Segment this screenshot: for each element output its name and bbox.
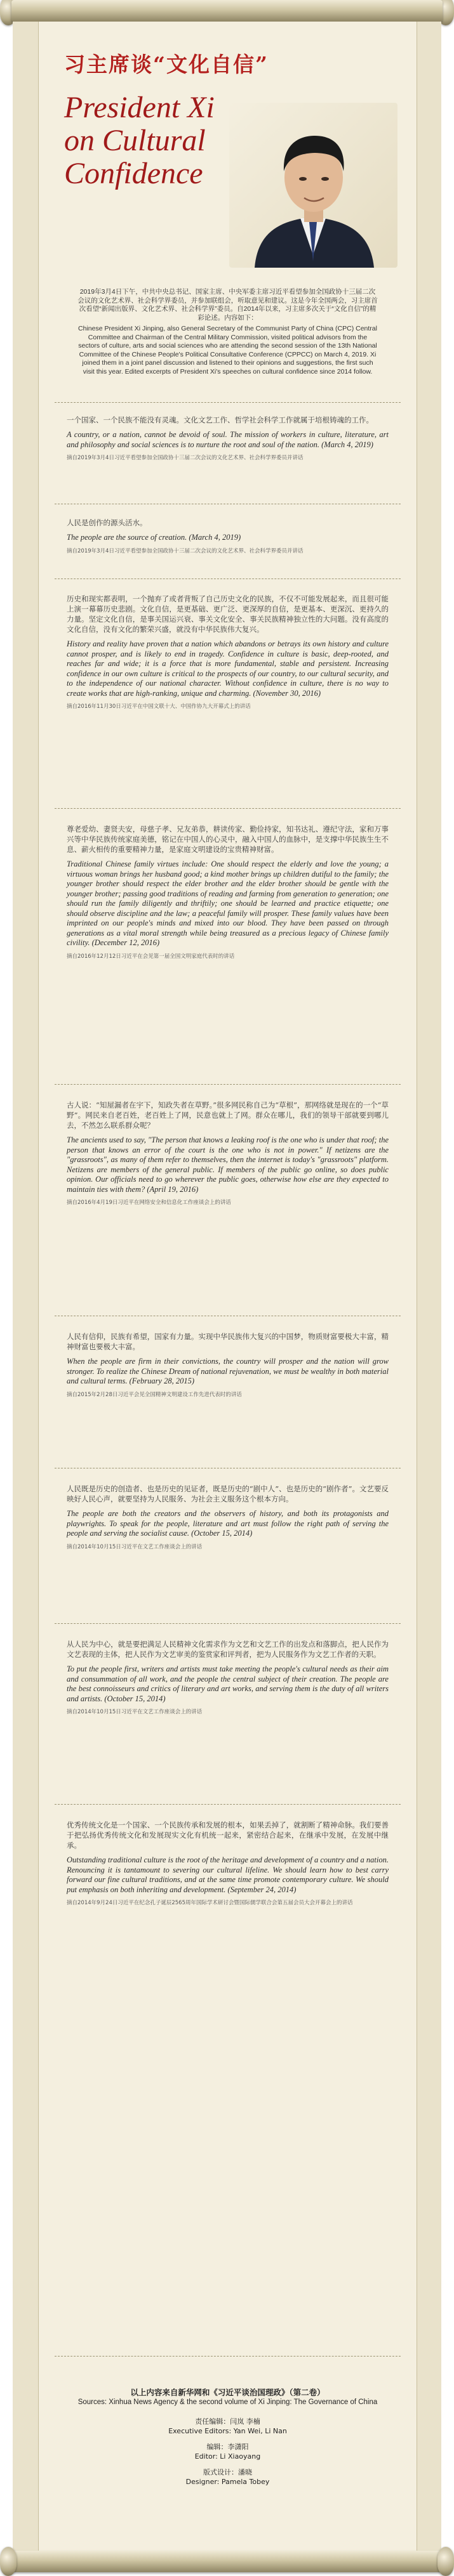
quote-source: 摘自2014年10月15日习近平在文艺工作座谈会上的讲话 — [67, 1543, 203, 1550]
quote-english: The ancients used to say, "The person that knows a leaking roof is the one who is under that roof; the person that knows an error of the court is the one who is not in power." If netizens are the "grassroots", as many of them refer to themselves, then the internet is today's "grassroots" platform. Netizens are members of the general public. If members of the public go online, so does public opinion. Our officials need to go wherever the public goes, otherwise how else are they expected to maintain ties with them? (April 19, 2016) — [67, 1135, 389, 1194]
quote-english: To put the people first, writers and artists must take meeting the people's cultural needs as their aim and consummation of all work, and the people the central subject of their creation. The people are the best connoisseurs and critics of literary and art works, and serving them is the duty of all writers and artists. (October 15, 2014) — [67, 1664, 389, 1703]
sources-chinese: 以上内容来自新华网和《习近平谈治国理政》（第二卷） — [130, 2388, 325, 2397]
designer-english: Designer: Pamela Tobey — [185, 2478, 270, 2486]
quote-chinese: 尊老爱幼、妻贤夫安，母慈子孝、兄友弟恭，耕读传家、勤俭持家，知书达礼、遵纪守法，家和万事兴等中华民族传统家庭美德，铭记在中国人的心灵中，融入中国人的血脉中，是支撑中华民族生生不息、薪火相传的重要精神力量，是家庭文明建设的宝贵精神财富。 — [67, 825, 389, 854]
editor-english: Editor: Li Xiaoyang — [194, 2452, 261, 2461]
separator — [55, 1084, 401, 1085]
quote-english: History and reality have proven that a nation which abandons or betrays its own history and culture cannot prosper, and is likely to end in tragedy. Confidence in culture is basic, deep-rooted, and reaches far and wide; it is a force that is more fundamental, stable and persistent. Increasing confidence in our own culture is critical to the prospects of our country, to our cultural security, and to the independence of our national character. Without confidence in culture, there is no way to create works that are high-ranking, unique and charming. (November 30, 2016) — [67, 639, 389, 698]
scroll-knob-bottom-left — [0, 2547, 17, 2576]
sources-english: Sources: Xinhua News Agency & the second volume of Xi Jinping: The Governance of China — [77, 2398, 378, 2406]
separator — [55, 1804, 401, 1805]
quote-chinese: 历史和现实都表明，一个抛弃了或者背叛了自己历史文化的民族，不仅不可能发展起来，而且很可能上演一幕幕历史悲剧。文化自信，是更基础、更广泛、更深厚的自信，是更基本、更深沉、更持久的力量。坚定文化自信，是事关国运兴衰、事关文化安全、事关民族精神独立性的大问题。没有高度的文化自信，没有文化的繁荣兴盛，就没有中华民族伟大复兴。 — [67, 594, 389, 634]
quote-chinese: 一个国家、一个民族不能没有灵魂。文化文艺工作、哲学社会科学工作就属于培根铸魂的工作。 — [67, 415, 373, 424]
quote-2 — [67, 518, 389, 555]
editor-chinese: 编辑：李潇阳 — [206, 2443, 249, 2451]
intro-chinese: 2019年3月4日下午，中共中央总书记、国家主席、中央军委主席习近平看望参加全国政协十三届二次会议的文化艺术界、社会科学界委员，并参加联组会，听取意见和建议。这是今年全国两会，习主席首次看望“新闻出版界、文化艺术界、社会科学界”委员。自2014年以来，习主席多次关于“文化自信”的精彩论述。内容如下： — [77, 288, 378, 322]
scroll-knob-bottom-right — [437, 2547, 454, 2576]
intro-block — [77, 288, 378, 379]
quote-chinese: 从人民为中心，就是要把满足人民精神文化需求作为文艺和文艺工作的出发点和落脚点，把人民作为文艺表现的主体，把人民作为文艺审美的鉴赏家和评判者，把为人民服务作为文艺工作者的天职。 — [67, 1640, 389, 1659]
executive-editors-chinese: 责任编辑：闫岚 李楠 — [195, 2417, 260, 2426]
intro-english: Chinese President Xi Jinping, also General Secretary of the Communist Party of China (CPC) Central Committee and Chairman of the Central Military Commission, visited political advisors from the sectors of culture, arts and social sciences who are attending the second session of the 13th National Committee of the Chinese People's Political Consultative Conference (CPPCC) on March 4, 2019. Xi joined them in a joint panel discussion and listened to their opinions and suggestions, the first such visit this year. Edited excerpts of President Xi's speeches on cultural confidence since 2014 follow. — [78, 325, 377, 376]
separator — [55, 808, 401, 809]
content-panel — [38, 22, 417, 2551]
title-chinese: 习主席谈“文化自信” — [64, 52, 269, 77]
quote-4 — [67, 824, 389, 960]
designer-chinese: 版式设计：潘晓 — [203, 2468, 252, 2476]
quote-chinese: 优秀传统文化是一个国家、一个民族传承和发展的根本，如果丢掉了，就割断了精神命脉。我们要善于把弘扬优秀传统文化和发展现实文化有机统一起来，紧密结合起来，在继承中发展，在发展中继承。 — [67, 1821, 389, 1850]
quote-source: 摘自2016年4月19日习近平在网络安全和信息化工作座谈会上的讲话 — [67, 1200, 231, 1206]
quote-english: The people are the source of creation. (March 4, 2019) — [67, 533, 241, 542]
scroll-rod-bottom — [11, 2551, 443, 2572]
quote-source: 摘自2019年3月4日习近平看望参加全国政协十三届二次会议的文化艺术界、社会科学界委员并讲话 — [67, 455, 304, 461]
quote-8 — [67, 1639, 389, 1716]
quote-source: 摘自2019年3月4日习近平看望参加全国政协十三届二次会议的文化艺术界、社会科学界委员并讲话 — [67, 547, 304, 554]
separator — [55, 402, 401, 403]
quote-english: The people are both the creators and the observers of history, and both its protagonists and playwrights. To speak for the people, literature and art must follow the right path of serving the people and serving the socialist cause. (October 15, 2014) — [67, 1509, 389, 1538]
quote-1 — [67, 415, 389, 462]
quote-9 — [67, 1820, 389, 1907]
scroll-rod-top — [11, 0, 443, 22]
scroll-paper — [13, 22, 441, 2551]
quote-chinese: 古人说：“知屋漏者在宇下，知政失者在草野。”很多网民称自己为“草根”，那网络就是现在的一个“草野”。网民来自老百姓，老百姓上了网，民意也就上了网。群众在哪儿，我们的领导干部就要到哪儿去，不然怎么联系群众呢？ — [67, 1101, 389, 1130]
quote-6 — [67, 1331, 389, 1399]
title-english: President Xi on Cultural Confidence — [64, 91, 215, 190]
executive-editors-english: Executive Editors: Yan Wei, Li Nan — [168, 2427, 287, 2435]
portrait-image — [229, 103, 397, 268]
quote-english: Outstanding traditional culture is the root of the heritage and development of a country and a nation. Renouncing it is tantamount to severing our cultural lifeline. We should learn how to best carry forward our fine cultural traditions, and at the same time promote contemporary culture. We should put emphasis on both inheriting and development. (September 24, 2014) — [67, 1855, 389, 1894]
quote-3 — [67, 594, 389, 710]
quote-chinese: 人民既是历史的创造者、也是历史的见证者，既是历史的“剧中人”、也是历史的“剧作者”。文艺要反映好人民心声，就要坚持为人民服务、为社会主义服务这个根本方向。 — [67, 1484, 389, 1503]
quote-english: When the people are firm in their convictions, the country will prosper and the nation will grow stronger. To realize the Chinese Dream of national rejuvenation, we must be wealthy in both material and cultural terms. (February 28, 2015) — [67, 1357, 389, 1385]
quote-chinese: 人民有信仰，民族有希望，国家有力量。实现中华民族伟大复兴的中国梦，物质财富要极大丰富，精神财富也要极大丰富。 — [67, 1332, 389, 1351]
quote-7 — [67, 1484, 389, 1551]
quote-english: A country, or a nation, cannot be devoid of soul. The mission of workers in culture, literature, art and philosophy and social sciences is to nurture the root and soul of the nation. (March 4, 2019) — [67, 430, 389, 449]
credits-footer — [77, 2388, 378, 2487]
quote-source: 摘自2014年9月24日习近平在纪念孔子诞辰2565周年国际学术研讨会暨国际儒学联合会第五届会员大会开幕会上的讲话 — [67, 1900, 353, 1906]
quote-source: 摘自2014年10月15日习近平在文艺工作座谈会上的讲话 — [67, 1709, 203, 1715]
quote-source: 摘自2015年2月28日习近平会见全国精神文明建设工作先进代表时的讲话 — [67, 1391, 242, 1398]
quote-5 — [67, 1100, 389, 1206]
quote-chinese: 人民是创作的源头活水。 — [67, 518, 147, 527]
separator — [55, 2356, 401, 2357]
quote-source: 摘自2016年12月12日习近平在会见第一届全国文明家庭代表时的讲话 — [67, 953, 235, 960]
separator — [55, 1623, 401, 1624]
quote-source: 摘自2016年11月30日习近平在中国文联十大、中国作协九大开幕式上的讲话 — [67, 703, 251, 710]
quote-english: Traditional Chinese family virtues include: One should respect the elderly and love the young; a virtuous woman brings her husband good; a kind mother brings up children dutiful to the family; the younger brother should respect the elder brother and the elder brother should be gentle with the younger brother; passing good traditions of reading and farming from generation to generation; one should run the family diligently and thriftily; one should be learned and practice etiquette; one should observe discipline and the law; a peaceful family will prosper. These family values have been imprinted on our people's minds and mixed into our blood. They have been passed on through generations as a vital moral strength while being treasured as a precious legacy of Chinese family civility. (December 12, 2016) — [67, 860, 389, 947]
